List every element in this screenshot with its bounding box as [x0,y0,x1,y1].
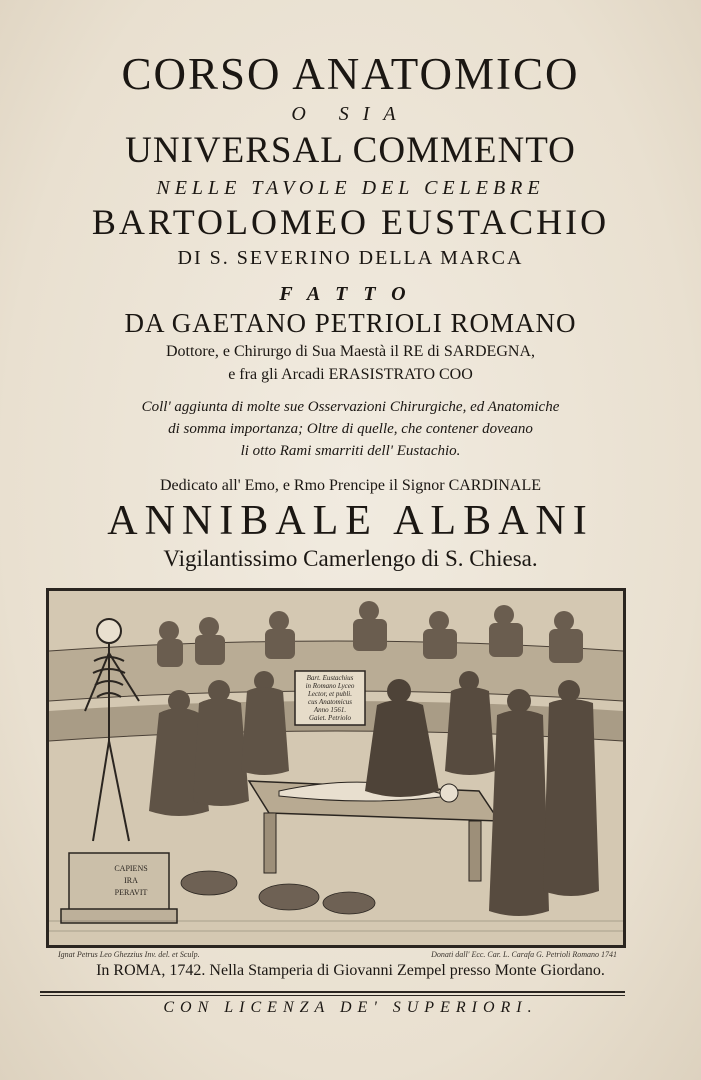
title-line-1: CORSO ANATOMICO [121,49,580,99]
engraving-caption-left: Ignat Petrus Leo Ghezzius Inv. del. et Sculp. [58,950,200,959]
commentator-name: DA GAETANO PETRIOLI ROMANO [124,308,577,338]
description-line-3: li otto Rami smarriti dell' Eustachio. [240,443,461,459]
plaque-line-5: Anno 1561. [313,706,347,714]
engraving-illustration [49,591,623,945]
plaque-line-4: cus Anatomicus [307,698,353,706]
author-name: BARTOLOMEO EUSTACHIO [91,202,610,242]
pedestal-line-1: CAPIENS [114,864,148,873]
imprint-line: In ROMA, 1742. Nella Stamperia di Giovanni Zempel presso Monte Giordano. [96,962,605,979]
plaque-line-3: Lector, et publi. [308,690,352,698]
title-line-3: UNIVERSAL COMMENTO [125,130,576,171]
plaque-line-1: Bart. Eustachius [306,674,354,682]
pedestal-line-2: IRA [124,876,138,885]
engraving-caption-right: Donati dall' Ecc. Car. L. Carafa G. Petrioli Romano 1741 [431,950,617,959]
title-line-2: O SIA [291,103,410,125]
description-line-2: di somma importanza; Oltre di quelle, che contener doveano [168,421,533,437]
author-origin: DI S. SEVERINO DELLA MARCA [177,247,524,269]
licenza-line: CON LICENZA DE' SUPERIORI. [163,999,538,1016]
dedicatee-name: ANNIBALE ALBANI [107,498,594,544]
plaque-line-2: in Romano Lyceo [305,682,355,690]
description-line-1: Coll' aggiunta di molte sue Osservazioni Chirurgiche, ed Anatomiche [141,399,560,415]
commentator-title-1: Dottore, e Chirurgo di Sua Maestà il RE di SARDEGNA, [165,343,535,360]
dedicatee-title: Vigilantissimo Camerlengo di S. Chiesa. [163,546,538,571]
anatomy-lesson-engraving [46,588,626,948]
pedestal-line-3: PERAVIT [114,888,148,897]
title-line-4: NELLE TAVOLE DEL CELEBRE [156,177,545,199]
fatto-line: FATTO [279,283,422,305]
divider-rule-thin [40,995,625,996]
divider-rule [40,991,625,993]
commentator-title-2: e fra gli Arcadi ERASISTRATO COO [228,366,473,383]
dedication-line: Dedicato all' Emo, e Rmo Prencipe il Signor CARDINALE [159,477,542,494]
plaque-line-6: Gaiet. Petriolo [309,714,351,722]
